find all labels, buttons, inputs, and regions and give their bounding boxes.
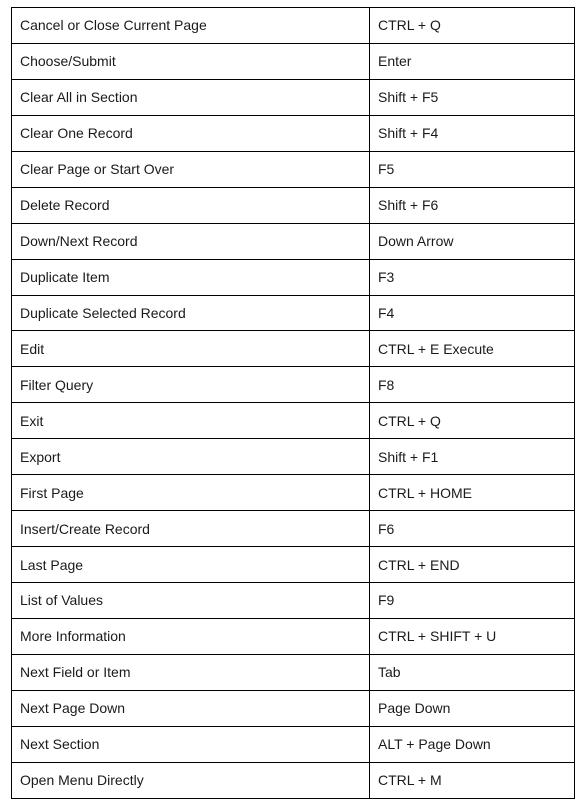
keys-cell: CTRL + END	[370, 547, 575, 583]
shortcut-row	[12, 187, 575, 223]
action-cell: Next Section	[12, 726, 370, 762]
action-cell: Filter Query	[12, 367, 370, 403]
shortcut-row	[12, 547, 575, 583]
shortcut-row	[12, 151, 575, 187]
keys-cell: CTRL + Q	[370, 8, 575, 44]
shortcut-row	[12, 8, 575, 44]
shortcut-row	[12, 115, 575, 151]
keys-cell: CTRL + E Execute	[370, 331, 575, 367]
action-cell: Duplicate Selected Record	[12, 295, 370, 331]
shortcut-row	[12, 367, 575, 403]
keys-cell: Shift + F1	[370, 439, 575, 475]
action-cell: Down/Next Record	[12, 223, 370, 259]
action-cell: Edit	[12, 331, 370, 367]
action-cell: Duplicate Item	[12, 259, 370, 295]
keys-cell: F8	[370, 367, 575, 403]
action-cell: Insert/Create Record	[12, 511, 370, 547]
keys-cell: Enter	[370, 43, 575, 79]
action-cell: Clear All in Section	[12, 79, 370, 115]
action-cell: Clear Page or Start Over	[12, 151, 370, 187]
shortcut-row	[12, 79, 575, 115]
keys-cell: Shift + F5	[370, 79, 575, 115]
shortcut-row	[12, 511, 575, 547]
shortcut-row	[12, 331, 575, 367]
shortcut-row	[12, 618, 575, 654]
keys-cell: ALT + Page Down	[370, 726, 575, 762]
shortcut-row	[12, 475, 575, 511]
keys-cell: F4	[370, 295, 575, 331]
keys-cell: CTRL + HOME	[370, 475, 575, 511]
shortcut-row	[12, 583, 575, 619]
action-cell: Exit	[12, 403, 370, 439]
action-cell: Next Field or Item	[12, 654, 370, 690]
action-cell: First Page	[12, 475, 370, 511]
shortcut-row	[12, 403, 575, 439]
shortcut-row	[12, 295, 575, 331]
shortcut-row	[12, 654, 575, 690]
action-cell: List of Values	[12, 583, 370, 619]
action-cell: Cancel or Close Current Page	[12, 8, 370, 44]
action-cell: Next Page Down	[12, 690, 370, 726]
action-cell: Open Menu Directly	[12, 762, 370, 798]
action-cell: More Information	[12, 618, 370, 654]
shortcut-row	[12, 762, 575, 798]
shortcut-row	[12, 726, 575, 762]
action-cell: Choose/Submit	[12, 43, 370, 79]
keys-cell: F9	[370, 583, 575, 619]
action-cell: Delete Record	[12, 187, 370, 223]
shortcut-table	[11, 7, 575, 799]
keys-cell: Shift + F4	[370, 115, 575, 151]
action-cell: Last Page	[12, 547, 370, 583]
shortcut-row	[12, 259, 575, 295]
shortcut-table-body	[12, 8, 575, 799]
keys-cell: F5	[370, 151, 575, 187]
shortcut-row	[12, 439, 575, 475]
shortcut-row	[12, 223, 575, 259]
keys-cell: CTRL + SHIFT + U	[370, 618, 575, 654]
keys-cell: F3	[370, 259, 575, 295]
action-cell: Clear One Record	[12, 115, 370, 151]
keys-cell: Tab	[370, 654, 575, 690]
keys-cell: Page Down	[370, 690, 575, 726]
keys-cell: CTRL + M	[370, 762, 575, 798]
keys-cell: CTRL + Q	[370, 403, 575, 439]
action-cell: Export	[12, 439, 370, 475]
keys-cell: Shift + F6	[370, 187, 575, 223]
shortcut-row	[12, 690, 575, 726]
keys-cell: Down Arrow	[370, 223, 575, 259]
shortcut-row	[12, 43, 575, 79]
keys-cell: F6	[370, 511, 575, 547]
